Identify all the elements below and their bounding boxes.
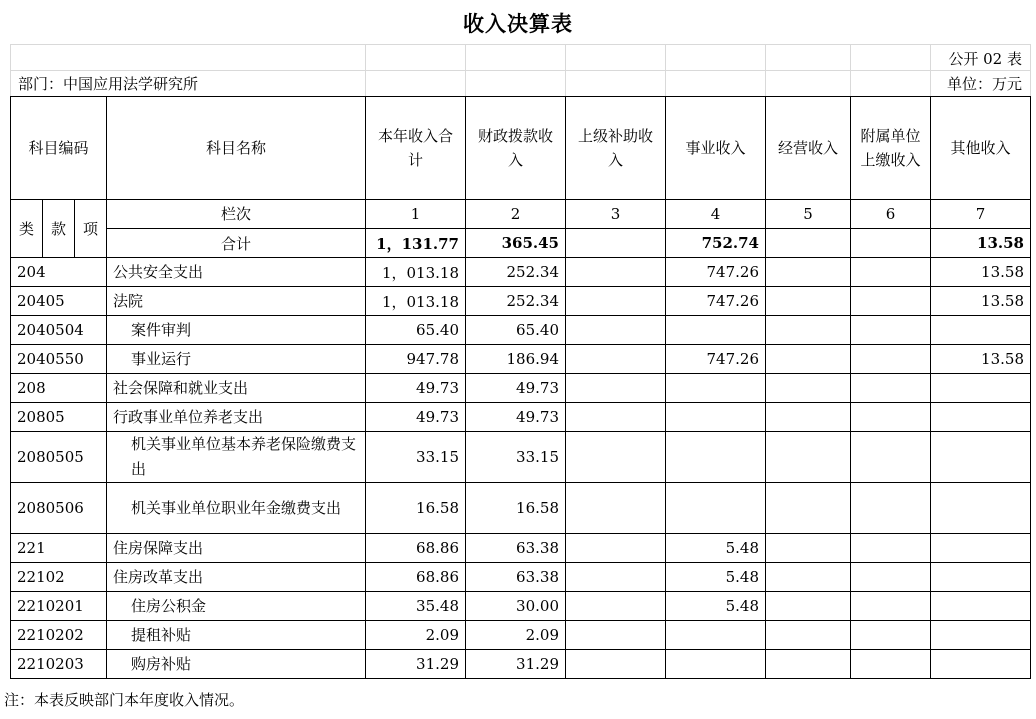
row-value bbox=[851, 621, 931, 650]
row-value bbox=[851, 592, 931, 621]
row-value bbox=[851, 650, 931, 679]
total-row bbox=[11, 229, 1031, 258]
row-value bbox=[931, 316, 1031, 345]
row-value: 49.73 bbox=[466, 403, 566, 432]
row-value bbox=[566, 563, 666, 592]
row-value: 2.09 bbox=[366, 621, 466, 650]
table-row bbox=[11, 621, 1031, 650]
row-value bbox=[931, 374, 1031, 403]
row-value bbox=[931, 534, 1031, 563]
gridline bbox=[850, 44, 851, 96]
row-value bbox=[666, 403, 766, 432]
header-other: 其他收入 bbox=[931, 97, 1031, 200]
header-fiscal: 财政拨款收入 bbox=[466, 97, 566, 200]
row-value: 49.73 bbox=[366, 374, 466, 403]
row-value bbox=[566, 534, 666, 563]
row-value bbox=[566, 621, 666, 650]
row-name: 住房改革支出 bbox=[107, 563, 366, 592]
row-value: 63.38 bbox=[466, 534, 566, 563]
gridline bbox=[930, 44, 931, 96]
row-value bbox=[931, 432, 1031, 483]
row-code: 2210203 bbox=[11, 650, 107, 679]
row-value bbox=[566, 403, 666, 432]
row-value: 1，013.18 bbox=[366, 258, 466, 287]
row-value: 30.00 bbox=[466, 592, 566, 621]
total-value bbox=[851, 229, 931, 258]
table-row bbox=[11, 432, 1031, 483]
row-code: 2210201 bbox=[11, 592, 107, 621]
row-value: 1，013.18 bbox=[366, 287, 466, 316]
row-value bbox=[766, 287, 851, 316]
table-row bbox=[11, 534, 1031, 563]
row-value bbox=[851, 563, 931, 592]
table-row bbox=[11, 287, 1031, 316]
row-name: 提租补贴 bbox=[107, 621, 366, 650]
row-value: 13.58 bbox=[931, 345, 1031, 374]
row-value bbox=[851, 403, 931, 432]
row-value bbox=[566, 650, 666, 679]
row-code: 221 bbox=[11, 534, 107, 563]
row-value bbox=[566, 345, 666, 374]
row-code: 20405 bbox=[11, 287, 107, 316]
row-value bbox=[766, 483, 851, 534]
gridline bbox=[665, 44, 666, 96]
header-kuan: 款 bbox=[43, 200, 75, 258]
table-row bbox=[11, 345, 1031, 374]
row-name: 行政事业单位养老支出 bbox=[107, 403, 366, 432]
row-value bbox=[766, 374, 851, 403]
row-value bbox=[851, 483, 931, 534]
row-name: 购房补贴 bbox=[107, 650, 366, 679]
row-value: 252.34 bbox=[466, 258, 566, 287]
row-value: 747.26 bbox=[666, 287, 766, 316]
row-value bbox=[766, 316, 851, 345]
row-value: 947.78 bbox=[366, 345, 466, 374]
row-value bbox=[766, 403, 851, 432]
footnote: 注：本表反映部门本年度收入情况。 bbox=[4, 691, 245, 709]
row-value bbox=[766, 345, 851, 374]
row-code: 204 bbox=[11, 258, 107, 287]
row-value bbox=[766, 592, 851, 621]
row-name: 住房公积金 bbox=[107, 592, 366, 621]
row-name: 机关事业单位基本养老保险缴费支出 bbox=[107, 432, 366, 483]
row-name: 事业运行 bbox=[107, 345, 366, 374]
row-value bbox=[931, 403, 1031, 432]
row-value bbox=[851, 374, 931, 403]
row-value bbox=[851, 258, 931, 287]
total-value: 365.45 bbox=[466, 229, 566, 258]
row-value bbox=[851, 534, 931, 563]
gridline bbox=[465, 44, 466, 96]
row-value: 16.58 bbox=[366, 483, 466, 534]
total-value bbox=[566, 229, 666, 258]
row-value bbox=[931, 563, 1031, 592]
row-value bbox=[666, 621, 766, 650]
row-value: 31.29 bbox=[366, 650, 466, 679]
row-code: 2040550 bbox=[11, 345, 107, 374]
row-code: 22102 bbox=[11, 563, 107, 592]
row-value bbox=[566, 483, 666, 534]
table-row bbox=[11, 563, 1031, 592]
row-value: 63.38 bbox=[466, 563, 566, 592]
row-value bbox=[766, 650, 851, 679]
table-row bbox=[11, 403, 1031, 432]
row-value bbox=[851, 345, 931, 374]
table-row bbox=[11, 316, 1031, 345]
row-name: 案件审判 bbox=[107, 316, 366, 345]
row-value bbox=[766, 258, 851, 287]
row-value bbox=[931, 650, 1031, 679]
row-value: 33.15 bbox=[466, 432, 566, 483]
row-name: 社会保障和就业支出 bbox=[107, 374, 366, 403]
table-row bbox=[11, 483, 1031, 534]
row-value bbox=[666, 432, 766, 483]
row-value: 49.73 bbox=[366, 403, 466, 432]
row-name: 住房保障支出 bbox=[107, 534, 366, 563]
row-value: 31.29 bbox=[466, 650, 566, 679]
gridline bbox=[10, 44, 1030, 45]
table-row bbox=[11, 258, 1031, 287]
row-value bbox=[666, 374, 766, 403]
header-lanci: 栏次 bbox=[107, 200, 366, 229]
department-label: 部门：中国应用法学研究所 bbox=[18, 75, 199, 93]
row-value: 16.58 bbox=[466, 483, 566, 534]
form-code: 公开 02 表 bbox=[948, 50, 1022, 68]
row-value: 33.15 bbox=[366, 432, 466, 483]
gridline bbox=[365, 44, 366, 96]
row-value bbox=[766, 563, 851, 592]
header-operating: 经营收入 bbox=[766, 97, 851, 200]
row-code: 2080505 bbox=[11, 432, 107, 483]
header-affiliated: 附属单位上缴收入 bbox=[851, 97, 931, 200]
total-value: 752.74 bbox=[666, 229, 766, 258]
income-table bbox=[10, 96, 1031, 679]
header-total: 本年收入合计 bbox=[366, 97, 466, 200]
row-value: 2.09 bbox=[466, 621, 566, 650]
row-value: 13.58 bbox=[931, 258, 1031, 287]
row-name: 机关事业单位职业年金缴费支出 bbox=[107, 483, 366, 534]
row-value bbox=[666, 316, 766, 345]
row-code: 20805 bbox=[11, 403, 107, 432]
total-value bbox=[766, 229, 851, 258]
row-code: 2210202 bbox=[11, 621, 107, 650]
row-value: 747.26 bbox=[666, 258, 766, 287]
row-name: 法院 bbox=[107, 287, 366, 316]
row-value: 49.73 bbox=[466, 374, 566, 403]
row-value: 186.94 bbox=[466, 345, 566, 374]
row-value: 68.86 bbox=[366, 563, 466, 592]
header-business: 事业收入 bbox=[666, 97, 766, 200]
row-value: 5.48 bbox=[666, 592, 766, 621]
row-value bbox=[766, 432, 851, 483]
row-value bbox=[666, 483, 766, 534]
total-value: 1，131.77 bbox=[366, 229, 466, 258]
row-code: 208 bbox=[11, 374, 107, 403]
table-row bbox=[11, 650, 1031, 679]
header-subsidy: 上级补助收入 bbox=[566, 97, 666, 200]
row-value bbox=[766, 621, 851, 650]
header-lei: 类 bbox=[11, 200, 43, 258]
gridline bbox=[10, 44, 11, 96]
total-value: 13.58 bbox=[931, 229, 1031, 258]
col-num: 3 bbox=[566, 200, 666, 229]
header-xiang: 项 bbox=[75, 200, 107, 258]
table-row bbox=[11, 592, 1031, 621]
row-value: 747.26 bbox=[666, 345, 766, 374]
row-value bbox=[566, 432, 666, 483]
col-num: 4 bbox=[666, 200, 766, 229]
row-value bbox=[931, 621, 1031, 650]
col-num: 6 bbox=[851, 200, 931, 229]
row-value bbox=[851, 287, 931, 316]
gridline bbox=[1030, 44, 1031, 96]
row-value bbox=[851, 432, 931, 483]
row-value: 5.48 bbox=[666, 534, 766, 563]
row-value bbox=[566, 374, 666, 403]
header-name: 科目名称 bbox=[107, 97, 366, 200]
row-value bbox=[766, 534, 851, 563]
header-code: 科目编码 bbox=[11, 97, 107, 200]
col-num: 5 bbox=[766, 200, 851, 229]
col-num: 2 bbox=[466, 200, 566, 229]
report-title: 收入决算表 bbox=[463, 11, 573, 36]
row-code: 2040504 bbox=[11, 316, 107, 345]
row-code: 2080506 bbox=[11, 483, 107, 534]
gridline bbox=[565, 44, 566, 96]
row-name: 公共安全支出 bbox=[107, 258, 366, 287]
row-value: 13.58 bbox=[931, 287, 1031, 316]
row-value: 5.48 bbox=[666, 563, 766, 592]
total-label: 合计 bbox=[107, 229, 366, 258]
row-value bbox=[666, 650, 766, 679]
table-row bbox=[11, 374, 1031, 403]
gridline bbox=[10, 70, 1030, 71]
row-value: 68.86 bbox=[366, 534, 466, 563]
row-value bbox=[851, 316, 931, 345]
row-value bbox=[931, 483, 1031, 534]
row-value: 35.48 bbox=[366, 592, 466, 621]
unit-label: 单位：万元 bbox=[946, 75, 1022, 93]
row-value bbox=[566, 592, 666, 621]
gridline bbox=[765, 44, 766, 96]
row-value: 65.40 bbox=[466, 316, 566, 345]
row-value bbox=[566, 316, 666, 345]
col-num: 7 bbox=[931, 200, 1031, 229]
row-value bbox=[566, 287, 666, 316]
row-value: 65.40 bbox=[366, 316, 466, 345]
row-value: 252.34 bbox=[466, 287, 566, 316]
row-value bbox=[566, 258, 666, 287]
col-num: 1 bbox=[366, 200, 466, 229]
row-value bbox=[931, 592, 1031, 621]
